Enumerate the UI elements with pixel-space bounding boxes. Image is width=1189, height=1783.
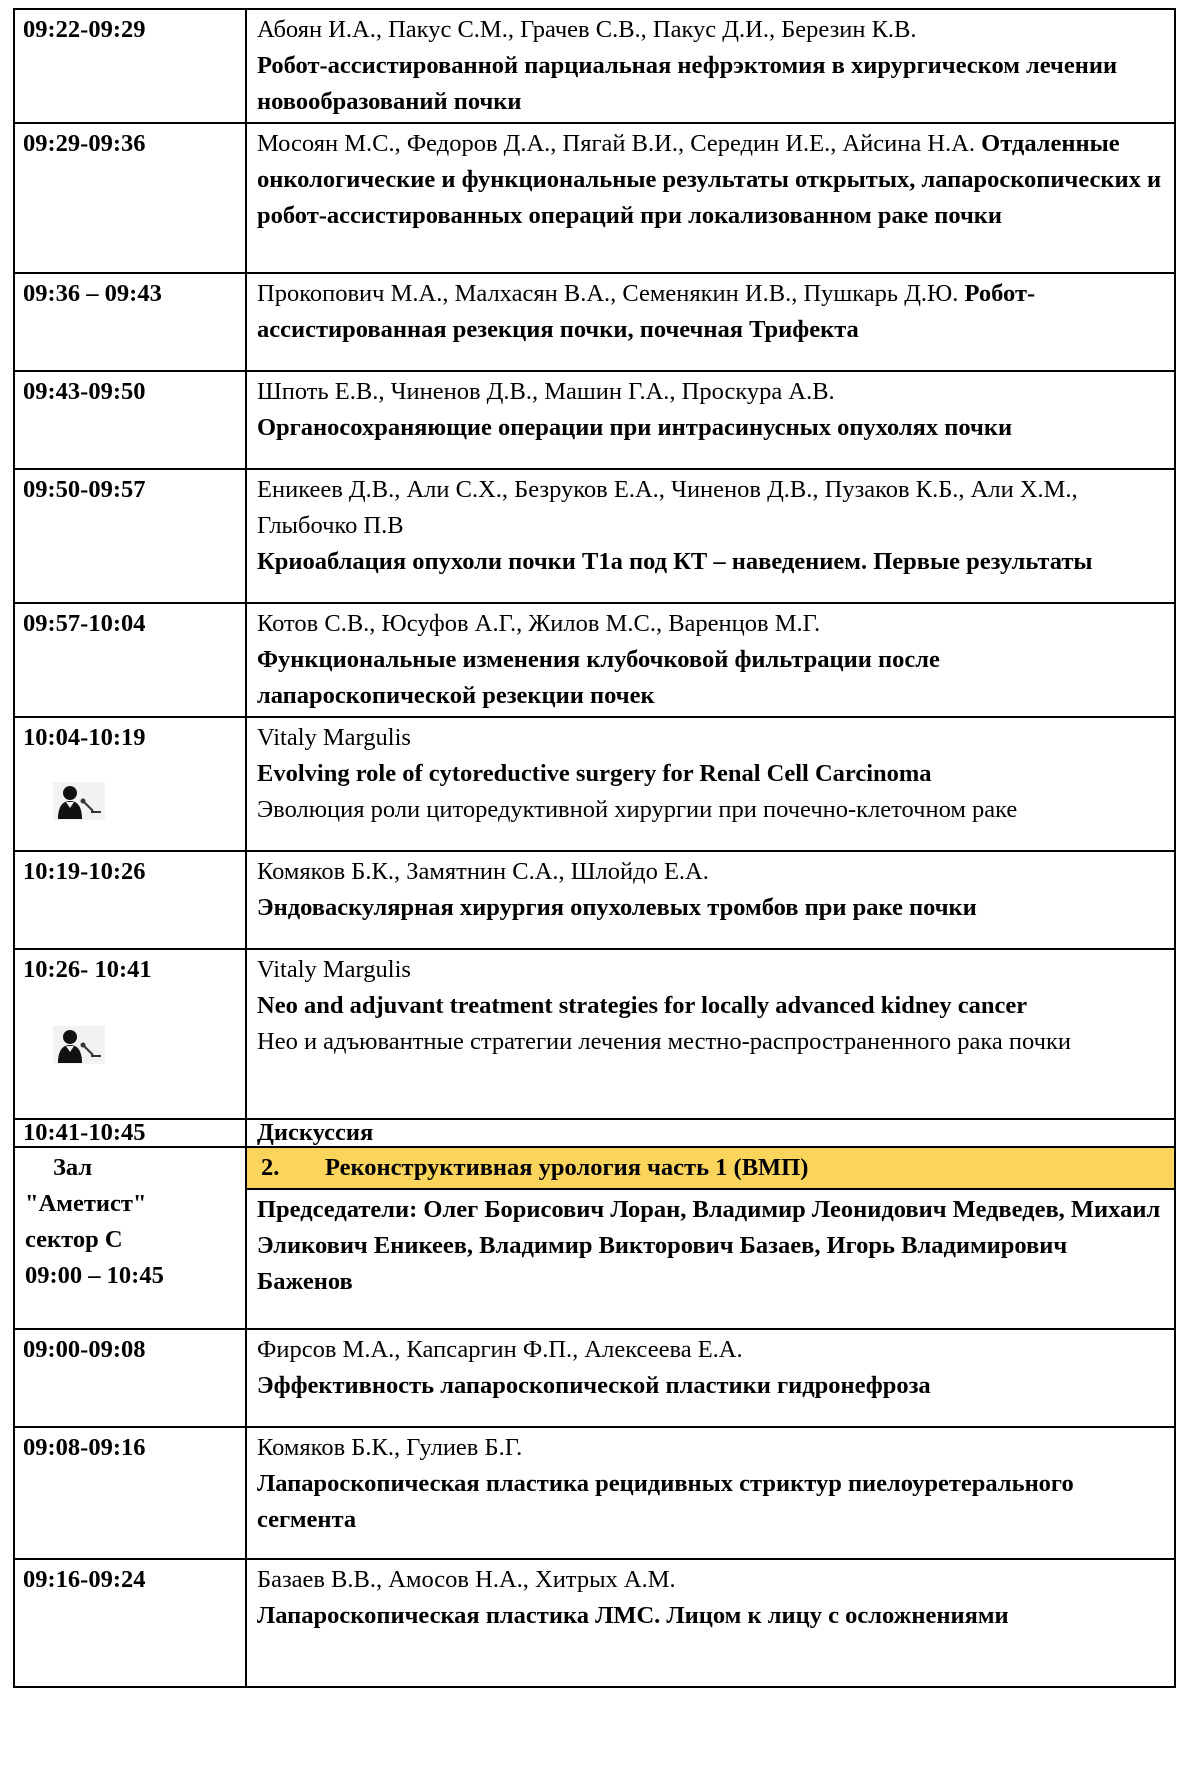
- time-slot: 09:08-09:16: [14, 1427, 246, 1559]
- section-chairs: Председатели: Олег Борисович Лоран, Владимир Леонидович Медведев, Михаил Эликович Еникеев, Владимир Викторович Базаев, Игорь Владимирович Баженов: [246, 1189, 1175, 1329]
- time-slot: 09:00-09:08: [14, 1329, 246, 1427]
- hall-name: Зал: [53, 1154, 93, 1181]
- talk-title: Evolving role of cytoreductive surgery for Renal Cell Carcinoma: [257, 760, 932, 787]
- talk-authors: Абоян И.А., Пакус С.М., Грачев С.В., Пакус Д.И., Березин К.В.: [257, 16, 917, 43]
- talk-cell: [246, 1559, 1175, 1687]
- time-slot: 10:19-10:26: [14, 851, 246, 949]
- time-slot: 09:29-09:36: [14, 123, 246, 273]
- table-row: [14, 469, 1175, 603]
- talk-cell: [246, 469, 1175, 603]
- section-title: Реконструктивная урология часть 1 (ВМП): [325, 1154, 809, 1181]
- table-row: [14, 1559, 1175, 1687]
- table-row: [14, 603, 1175, 717]
- talk-authors: Мосоян М.С., Федоров Д.А., Пягай В.И., Середин И.Е., Айсина Н.А.: [257, 130, 976, 157]
- hall-time: 09:00 – 10:45: [25, 1262, 164, 1289]
- lecturer-microphone-icon: [53, 1026, 105, 1064]
- talk-cell: [246, 851, 1175, 949]
- talk-cell: [246, 717, 1175, 851]
- lecturer-microphone-icon: [53, 782, 105, 820]
- talk-authors: Комяков Б.К., Гулиев Б.Г.: [257, 1434, 523, 1461]
- talk-authors: Фирсов М.А., Капсаргин Ф.П., Алексеева Е.А.: [257, 1336, 743, 1363]
- talk-title: Эндоваскулярная хирургия опухолевых тромбов при раке почки: [257, 894, 977, 921]
- table-row: [14, 851, 1175, 949]
- time-slot: 09:22-09:29: [14, 9, 246, 123]
- time-slot-label: 10:26- 10:41: [23, 956, 152, 983]
- talk-cell: [246, 9, 1175, 123]
- hall-title: "Аметист": [25, 1190, 147, 1217]
- talk-translation: Нео и адъювантные стратегии лечения местно-распространенного рака почки: [257, 1028, 1071, 1055]
- discussion-label: Дискуссия: [257, 1119, 374, 1146]
- talk-authors: Базаев В.В., Амосов Н.А., Хитрых А.М.: [257, 1566, 676, 1593]
- table-row: [14, 123, 1175, 273]
- section-header-row: [14, 1147, 1175, 1189]
- time-slot: 09:43-09:50: [14, 371, 246, 469]
- talk-authors: Котов С.В., Юсуфов А.Г., Жилов М.С., Варенцов М.Г.: [257, 610, 821, 637]
- talk-cell: [246, 371, 1175, 469]
- talk-title: Эффективность лапароскопической пластики гидронефроза: [257, 1372, 931, 1399]
- talk-authors: Еникеев Д.В., Али С.Х., Безруков Е.А., Чиненов Д.В., Пузаков К.Б., Али Х.М., Глыбочко П.В: [257, 476, 1078, 539]
- talk-authors: Прокопович М.А., Малхасян В.А., Семенякин И.В., Пушкарь Д.Ю.: [257, 280, 959, 307]
- talk-title: Функциональные изменения клубочковой фильтрации после лапароскопической резекции почек: [257, 646, 940, 709]
- hall-sector: сектор С: [25, 1226, 123, 1253]
- time-slot: [14, 949, 246, 1119]
- talk-title: Робот-ассистированная резекция почки, почечная Трифекта: [257, 280, 1036, 343]
- talk-title: Криоаблация опухоли почки T1a под КТ – наведением. Первые результаты: [257, 548, 1093, 575]
- table-row: [14, 1427, 1175, 1559]
- talk-cell: [246, 273, 1175, 371]
- table-row: [14, 717, 1175, 851]
- time-slot: 09:16-09:24: [14, 1559, 246, 1687]
- section-title-cell: [246, 1147, 1175, 1189]
- table-row: [14, 9, 1175, 123]
- talk-authors: Vitaly Margulis: [257, 956, 411, 983]
- talk-title: Органосохраняющие операции при интрасинусных опухолях почки: [257, 414, 1013, 441]
- hall-info: [14, 1147, 246, 1329]
- time-slot: [14, 717, 246, 851]
- table-row: [14, 949, 1175, 1119]
- talk-authors: Vitaly Margulis: [257, 724, 411, 751]
- talk-cell: [246, 1329, 1175, 1427]
- time-slot: 09:50-09:57: [14, 469, 246, 603]
- talk-cell: [246, 603, 1175, 717]
- talk-title: Neo and adjuvant treatment strategies for locally advanced kidney cancer: [257, 992, 1028, 1019]
- talk-cell: [246, 1119, 1175, 1147]
- time-slot: 10:41-10:45: [14, 1119, 246, 1147]
- talk-title: Лапароскопическая пластика рецидивных стриктур пиелоуретерального сегмента: [257, 1470, 1074, 1533]
- table-row: [14, 1119, 1175, 1147]
- section-number: 2.: [261, 1154, 280, 1181]
- talk-cell: [246, 949, 1175, 1119]
- talk-title: Робот-ассистированной парциальная нефрэктомия в хирургическом лечении новообразований почки: [257, 52, 1118, 115]
- talk-title: Отдаленные онкологические и функциональные результаты открытых, лапароскопических и робот-ассистированных операций при локализованном раке почки: [257, 130, 1162, 229]
- time-slot-label: 10:04-10:19: [23, 724, 146, 751]
- talk-authors: Комяков Б.К., Замятнин С.А., Шлойдо Е.А.: [257, 858, 709, 885]
- talk-title: Лапароскопическая пластика ЛМС. Лицом к лицу с осложнениями: [257, 1602, 1009, 1629]
- table-row: [14, 371, 1175, 469]
- time-slot: 09:36 – 09:43: [14, 273, 246, 371]
- talk-translation: Эволюция роли циторедуктивной хирургии при почечно-клеточном раке: [257, 796, 1018, 823]
- talk-cell: [246, 123, 1175, 273]
- talk-authors: Шпоть Е.В., Чиненов Д.В., Машин Г.А., Проскура А.В.: [257, 378, 835, 405]
- table-row: [14, 273, 1175, 371]
- talk-cell: [246, 1427, 1175, 1559]
- time-slot: 09:57-10:04: [14, 603, 246, 717]
- table-row: [14, 1329, 1175, 1427]
- program-table: [13, 8, 1176, 1688]
